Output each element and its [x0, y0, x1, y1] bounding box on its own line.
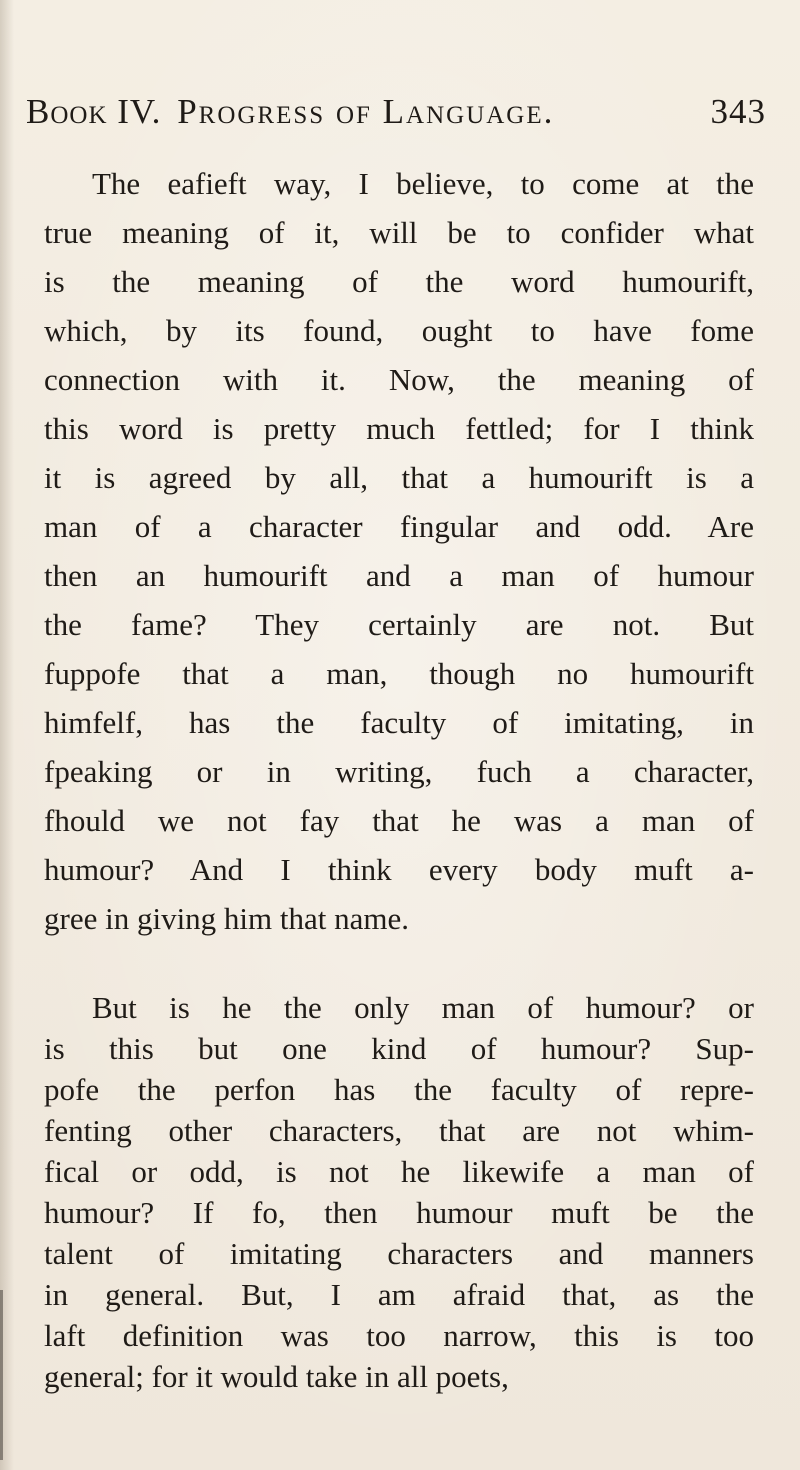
text-line: in general. But, I am afraid that, as the — [44, 1277, 754, 1312]
text-line: fuppofe that a man, though no humourift — [44, 656, 754, 691]
text-line: fhould we not fay that he was a man of — [44, 803, 754, 838]
text-line: laft definition was too narrow, this is too — [44, 1318, 754, 1353]
text-line: talent of imitating characters and manners — [44, 1236, 754, 1271]
text-line: is the meaning of the word humourift, — [44, 264, 754, 299]
running-head — [26, 92, 554, 132]
text-line: himfelf, has the faculty of imitating, in — [44, 705, 754, 740]
page-number: 343 — [710, 92, 766, 131]
text-line: it is agreed by all, that a humourift is a — [44, 460, 754, 495]
page-gutter-shadow — [0, 0, 14, 1470]
running-header — [26, 92, 766, 142]
text-line: true meaning of it, will be to confider what — [44, 215, 754, 250]
text-line: this word is pretty much fettled; for I think — [44, 411, 754, 446]
page-edge-mark — [0, 1290, 3, 1460]
text-line: is this but one kind of humour? Sup- — [44, 1031, 754, 1066]
text-line: humour? And I think every body muft a- — [44, 852, 754, 887]
text-line: fpeaking or in writing, fuch a character, — [44, 754, 754, 789]
text-line: which, by its found, ought to have fome — [44, 313, 754, 348]
text-line: fenting other characters, that are not whim- — [44, 1113, 754, 1148]
text-line: then an humourift and a man of humour — [44, 558, 754, 593]
book-label: Book IV. — [26, 92, 162, 131]
chapter-title: Progress of Language. — [177, 92, 555, 131]
text-line: gree in giving him that name. — [44, 901, 410, 936]
text-line: the fame? They certainly are not. But — [44, 607, 754, 642]
text-line: man of a character fingular and odd. Are — [44, 509, 754, 544]
text-line: connection with it. Now, the meaning of — [44, 362, 754, 397]
text-line: humour? If fo, then humour muft be the — [44, 1195, 754, 1230]
text-line: pofe the perfon has the faculty of repre- — [44, 1072, 754, 1107]
text-line: The eafieft way, I believe, to come at the — [92, 166, 754, 201]
text-line: general; for it would take in all poets, — [44, 1359, 509, 1394]
text-line: But is he the only man of humour? or — [92, 990, 754, 1025]
text-line: fical or odd, is not he likewife a man of — [44, 1154, 754, 1189]
